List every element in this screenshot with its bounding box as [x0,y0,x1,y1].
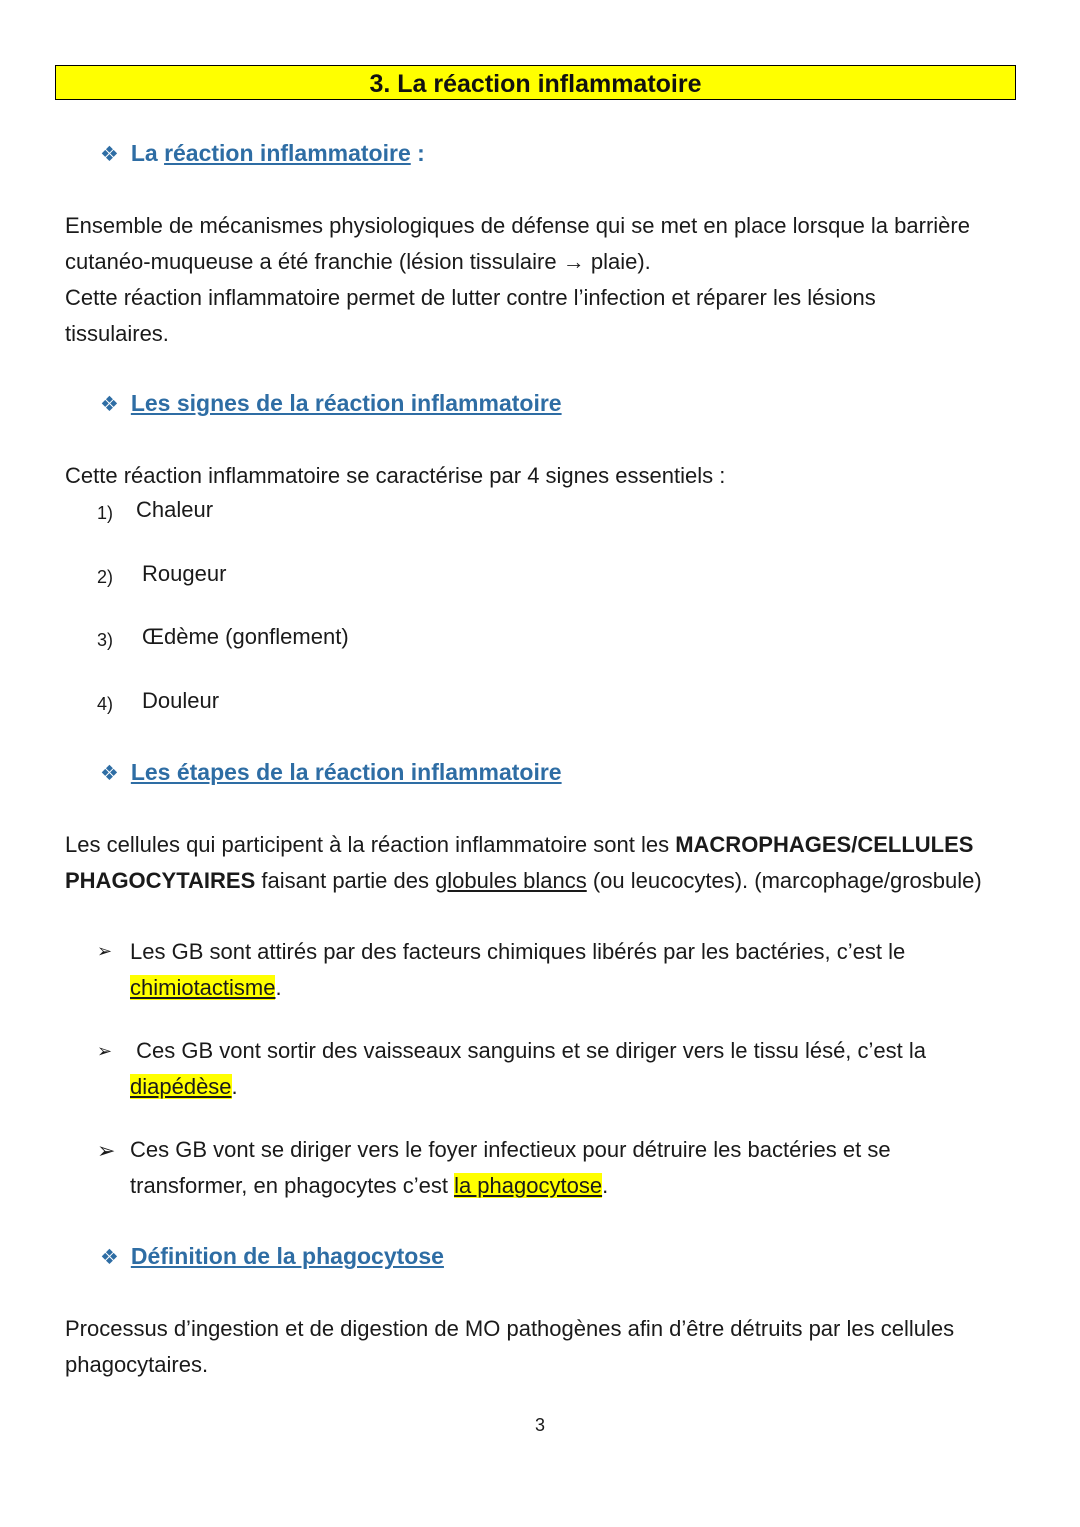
diamond-bullet-icon: ❖ [100,1246,119,1269]
text-run: . [602,1173,609,1198]
list-number: 4) [97,694,114,714]
bullet-text [130,934,1020,1006]
page-number: 3 [534,1415,545,1435]
highlighted-term: chimiotactisme [130,975,276,1000]
signes-intro [65,458,1025,494]
heading-link[interactable]: Définition de la phagocytose [130,1243,444,1269]
bullet-text [130,1033,1020,1105]
text-line: Cette réaction inflammatoire permet de lutter contre l’infection et réparer les lésions [65,285,876,310]
heading-suffix: : [410,140,425,166]
text-run: . [275,975,282,1000]
list-item: Rougeur [142,561,227,586]
text-line [130,970,1020,1006]
heading-link[interactable]: Les étapes de la réaction inflammatoire [130,759,562,785]
text-line: Ensemble de mécanismes physiologiques de défense qui se met en place lorsque la barrière [65,213,970,238]
cells-paragraph [65,827,1025,899]
heading-reaction-inflammatoire [100,140,425,167]
text-line: Ces GB vont se diriger vers le foyer infectieux pour détruire les bactéries et se [130,1137,891,1162]
text-line [65,863,1025,899]
highlighted-term: diapédèse [130,1074,232,1099]
text-line [130,1069,1020,1105]
text-run: transformer, en phagocytes c’est [130,1173,455,1198]
diamond-bullet-icon: ❖ [100,143,119,166]
list-number: 1) [97,503,114,523]
list-number: 2) [97,567,114,587]
list-item: Douleur [142,688,220,713]
heading-etapes [100,759,562,786]
text-line: Cette réaction inflammatoire se caractérise par 4 signes essentiels : [65,463,726,488]
phagocytose-definition [65,1311,1025,1383]
arrow-bullet-icon: ➢ [97,941,113,961]
bold-term: PHAGOCYTAIRES [65,868,256,893]
highlighted-term: la phagocytose [454,1173,603,1198]
heading-link[interactable]: réaction inflammatoire [164,140,411,166]
section-title: 3. La réaction inflammatoire [55,65,1016,100]
list-item: Chaleur [136,497,214,522]
list-item: Œdème (gonflement) [142,624,349,649]
text-line: Les GB sont attirés par des facteurs chimiques libérés par les bactéries, c’est le [130,939,906,964]
text-run: faisant partie des [255,868,436,893]
text-line: cutanéo-muqueuse a été franchie (lésion tissulaire → plaie). [65,249,651,274]
heading-phagocytose [100,1243,444,1270]
bullet-text [130,1132,1020,1204]
underlined-term: globules blancs [435,868,587,893]
arrow-bullet-icon: ➢ [97,1138,116,1163]
text-run: Les cellules qui participent à la réaction inflammatoire sont les [65,832,676,857]
text-line [130,1168,1020,1204]
text-run: (ou leucocytes). (marcophage/grosbule) [586,868,982,893]
bold-term: MACROPHAGES/CELLULES [675,832,974,857]
heading-signes [100,390,562,417]
list-number: 3) [97,630,114,650]
diamond-bullet-icon: ❖ [100,762,119,785]
text-line [65,827,1025,863]
diamond-bullet-icon: ❖ [100,393,119,416]
text-line: Processus d’ingestion et de digestion de MO pathogènes afin d’être détruits par les cellules [65,1316,955,1341]
text-line: tissulaires. [65,321,169,346]
definition-paragraph [65,208,1025,352]
text-line: phagocytaires. [65,1352,209,1377]
text-line: Ces GB vont sortir des vaisseaux sanguins et se diriger vers le tissu lésé, c’est la [130,1038,927,1063]
text-run: . [231,1074,238,1099]
arrow-bullet-icon: ➢ [97,1041,113,1061]
heading-link[interactable]: Les signes de la réaction inflammatoire [130,390,562,416]
heading-prefix: La [130,140,165,166]
